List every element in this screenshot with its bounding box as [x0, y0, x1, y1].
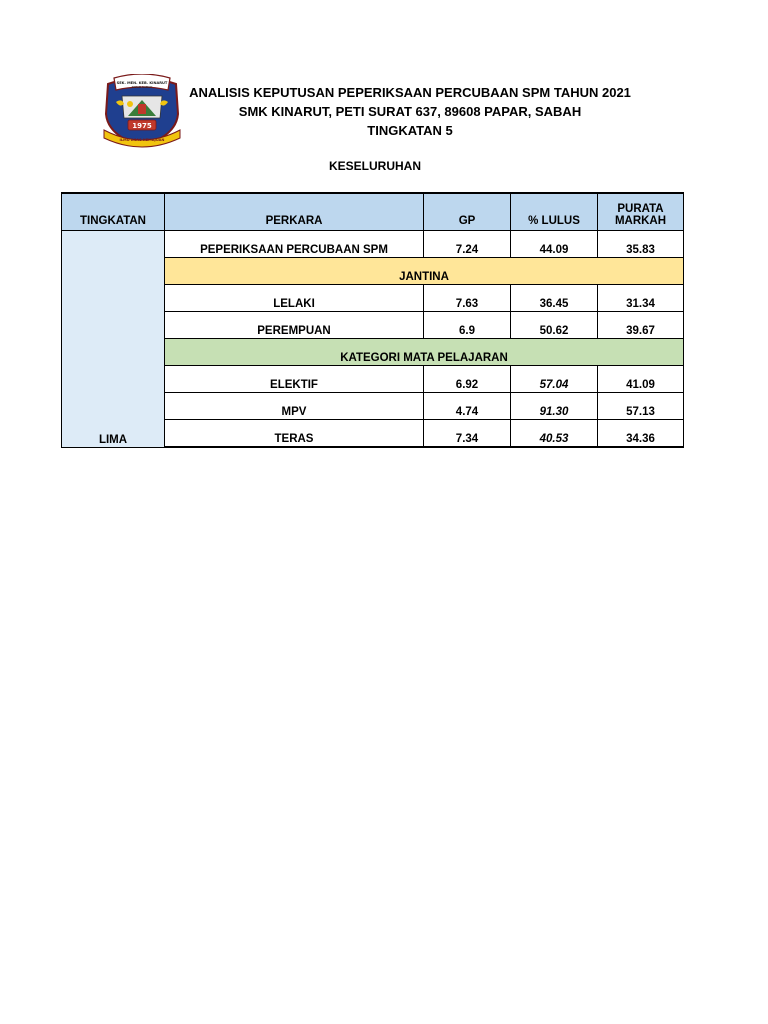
school-address: SMK KINARUT, PETI SURAT 637, 89608 PAPAR, SABAH — [238, 104, 582, 119]
gp-cell: 6.92 — [424, 366, 511, 393]
school-crest-logo — [100, 74, 184, 150]
header-purata-line1: PURATA — [617, 203, 664, 215]
purata-cell: 35.83 — [598, 231, 684, 258]
results-table — [61, 192, 684, 448]
header-perkara: PERKARA — [165, 193, 424, 231]
perkara-cell: TERAS — [165, 420, 424, 448]
tingkatan-cell: LIMA — [62, 231, 165, 448]
form-level: TINGKATAN 5 — [367, 123, 453, 138]
svg-text:PAPAR SABAH: PAPAR SABAH — [131, 85, 153, 89]
header-purata-markah — [598, 193, 684, 231]
purata-cell: 41.09 — [598, 366, 684, 393]
perkara-cell: ELEKTIF — [165, 366, 424, 393]
header-lulus: % LULUS — [511, 193, 598, 231]
purata-cell: 39.67 — [598, 312, 684, 339]
header-tingkatan: TINGKATAN — [62, 193, 165, 231]
header-purata-line2: MARKAH — [614, 215, 667, 227]
perkara-cell: PEPERIKSAAN PERCUBAAN SPM — [165, 231, 424, 258]
purata-cell: 34.36 — [598, 420, 684, 448]
lulus-cell: 40.53 — [511, 420, 598, 448]
table-row — [62, 231, 684, 258]
perkara-cell: PEREMPUAN — [165, 312, 424, 339]
lulus-cell: 50.62 — [511, 312, 598, 339]
gp-cell: 7.63 — [424, 285, 511, 312]
svg-text:1975: 1975 — [132, 122, 152, 130]
svg-text:SEK. MEN. KEB. KINARUT: SEK. MEN. KEB. KINARUT — [116, 81, 168, 85]
report-title: ANALISIS KEPUTUSAN PEPERIKSAAN PERCUBAAN SPM TAHUN 2021 — [189, 85, 631, 100]
section-jantina: JANTINA — [165, 258, 684, 285]
section-kategori: KATEGORI MATA PELAJARAN — [165, 339, 684, 366]
gp-cell: 7.34 — [424, 420, 511, 448]
header-gp: GP — [424, 193, 511, 231]
perkara-cell: LELAKI — [165, 285, 424, 312]
gp-cell: 6.9 — [424, 312, 511, 339]
purata-cell: 31.34 — [598, 285, 684, 312]
lulus-cell: 57.04 — [511, 366, 598, 393]
lulus-cell: 36.45 — [511, 285, 598, 312]
gp-cell: 4.74 — [424, 393, 511, 420]
perkara-cell: MPV — [165, 393, 424, 420]
lulus-cell: 91.30 — [511, 393, 598, 420]
gp-cell: 7.24 — [424, 231, 511, 258]
table-header-row — [62, 193, 684, 231]
report-subtitle: KESELURUHAN — [328, 159, 421, 173]
purata-cell: 57.13 — [598, 393, 684, 420]
lulus-cell: 44.09 — [511, 231, 598, 258]
svg-text:ILMU ASAS KEMAJUAN: ILMU ASAS KEMAJUAN — [119, 138, 165, 142]
